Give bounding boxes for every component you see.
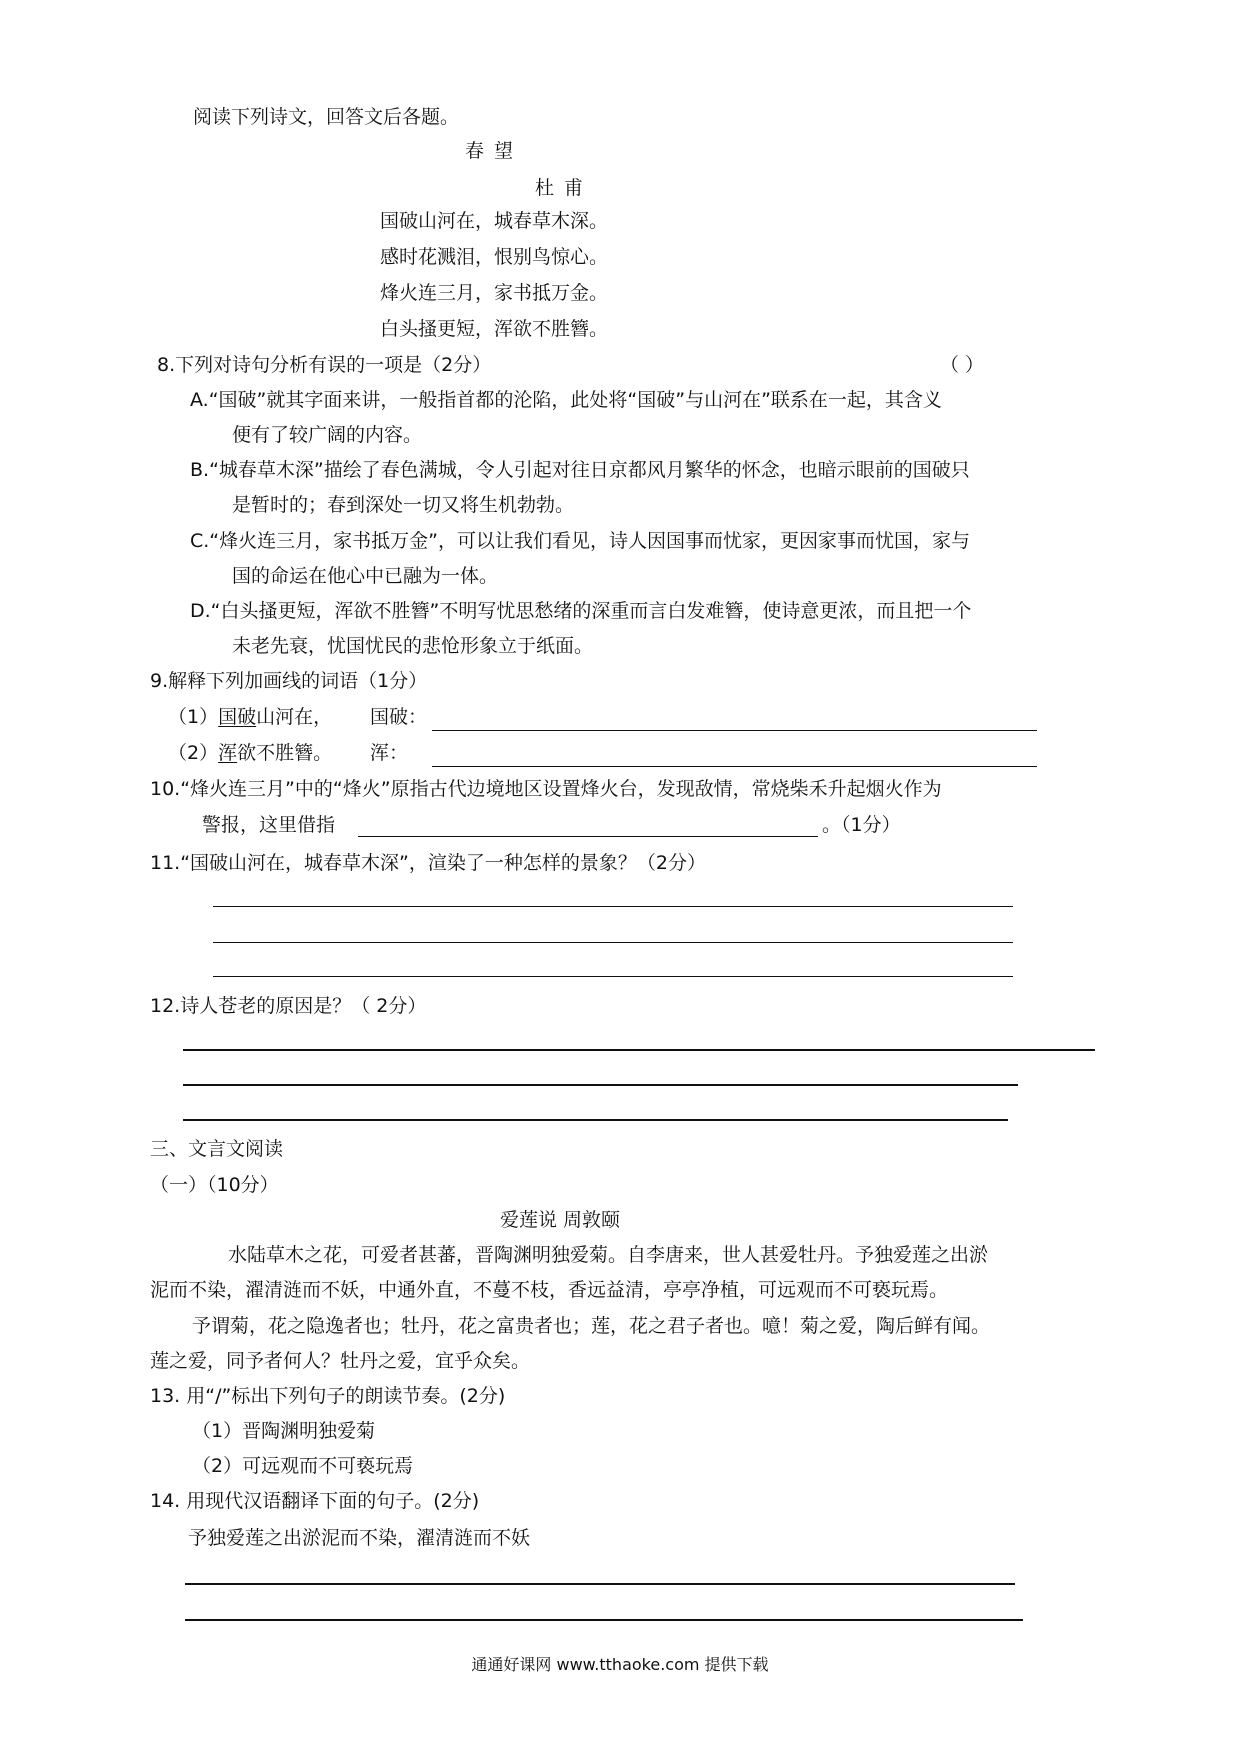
section-subtitle: （一）（10分） — [150, 1174, 279, 1196]
page-footer: 通通好课网 www.tthaoke.com 提供下载 — [471, 1655, 769, 1674]
q9-item-2 — [168, 740, 332, 766]
answer-line[interactable] — [183, 1049, 1095, 1051]
question-13-stem: 13. 用“/”标出下列句子的朗读节奏。(2分) — [150, 1385, 506, 1407]
essay-text: 泥而不染，濯清涟而不妖，中通外直，不蔓不枝，香远益清，亭亭净植，可远观而不可亵玩焉。 — [150, 1279, 949, 1301]
question-10-cont: 警报，这里借指 — [202, 814, 336, 836]
answer-line[interactable] — [185, 1619, 1023, 1621]
item-number: （1） — [168, 706, 219, 728]
answer-line[interactable] — [185, 1583, 1015, 1585]
option-d: D.“白头搔更短，浑欲不胜簪”不明写忧思愁绪的深重而言白发难簪，使诗意更浓，而且把一个 — [190, 600, 972, 622]
poem-line: 白头搔更短，浑欲不胜簪。 — [380, 318, 609, 340]
option-d-cont: 未老先衰，忧国忧民的悲怆形象立于纸面。 — [232, 635, 594, 657]
q9-term-1: 国破： — [370, 706, 428, 728]
option-a: A.“国破”就其字面来讲，一般指首都的沦陷，此处将“国破”与山河在”联系在一起，其含义 — [190, 389, 942, 411]
essay-text: 莲之爱，同予者何人？牡丹之爱，宜乎众矣。 — [150, 1350, 531, 1372]
essay-text: 予谓菊，花之隐逸者也；牡丹，花之富贵者也；莲，花之君子者也。噫！菊之爱，陶后鲜有闻。 — [192, 1315, 991, 1337]
underlined-word: 国破 — [218, 706, 257, 728]
option-b: B.“城春草木深”描绘了春色满城，令人引起对往日京都风月繁华的怀念，也暗示眼前的国破只 — [190, 459, 970, 481]
answer-line[interactable] — [183, 1119, 1008, 1121]
question-10-stem: 10.“烽火连三月”中的“烽火”原指古代边境地区设置烽火台，发现敌情，常烧柴禾升起烟火作为 — [150, 778, 942, 800]
essay-title: 爱莲说 周敦颐 — [500, 1209, 621, 1231]
option-c-cont: 国的命运在他心中已融为一体。 — [232, 565, 499, 587]
essay-text: 水陆草木之花，可爱者甚蕃，晋陶渊明独爱菊。自李唐来，世人甚爱牡丹。予独爱莲之出淤 — [228, 1244, 989, 1266]
q9-item-1 — [168, 704, 332, 730]
option-c: C.“烽火连三月，家书抵万金”，可以让我们看见，诗人因国事而忧家，更因家事而忧国，家与 — [190, 530, 970, 552]
answer-line[interactable] — [183, 1084, 1018, 1086]
q9-term-2: 浑： — [370, 742, 409, 764]
question-10-score: 。（1分） — [822, 814, 901, 836]
poem-line: 烽火连三月，家书抵万金。 — [380, 282, 609, 304]
poem-title: 春 望 — [464, 140, 516, 162]
underlined-word: 浑 — [218, 742, 238, 764]
answer-line[interactable] — [213, 906, 1013, 907]
answer-line[interactable] — [213, 942, 1013, 943]
answer-line[interactable] — [432, 730, 1037, 731]
option-b-cont: 是暂时的；春到深处一切又将生机勃勃。 — [232, 494, 575, 516]
answer-line[interactable] — [213, 976, 1013, 977]
q13-item-1: （1）晋陶渊明独爱菊 — [192, 1420, 376, 1442]
q13-item-2: （2）可远观而不可亵玩焉 — [192, 1455, 414, 1477]
answer-line[interactable] — [432, 766, 1037, 767]
poem-line: 国破山河在，城春草木深。 — [380, 210, 609, 232]
answer-bracket[interactable]: （ ） — [940, 354, 985, 376]
question-11-stem: 11.“国破山河在，城春草木深”，渲染了一种怎样的景象？（2分） — [150, 852, 706, 874]
q14-sentence: 予独爱莲之出淤泥而不染，濯清涟而不妖 — [188, 1527, 531, 1549]
item-number: （2） — [168, 742, 219, 764]
option-a-cont: 便有了较广阔的内容。 — [232, 424, 423, 446]
reading-instruction: 阅读下列诗文，回答文后各题。 — [193, 106, 460, 128]
item-text: 欲不胜簪。 — [237, 742, 333, 764]
question-9-stem: 9.解释下列加画线的词语（1分） — [150, 670, 428, 692]
question-14-stem: 14. 用现代汉语翻译下面的句子。(2分) — [150, 1490, 480, 1512]
question-12-stem: 12.诗人苍老的原因是？（ 2分） — [150, 995, 427, 1017]
item-text: 山河在， — [256, 706, 333, 728]
poem-author: 杜 甫 — [534, 177, 586, 199]
answer-line[interactable] — [358, 836, 818, 837]
question-8-stem: 8.下列对诗句分析有误的一项是（2分） — [157, 354, 492, 376]
poem-line: 感时花溅泪，恨别鸟惊心。 — [380, 246, 609, 268]
section-title: 三、文言文阅读 — [150, 1138, 284, 1160]
